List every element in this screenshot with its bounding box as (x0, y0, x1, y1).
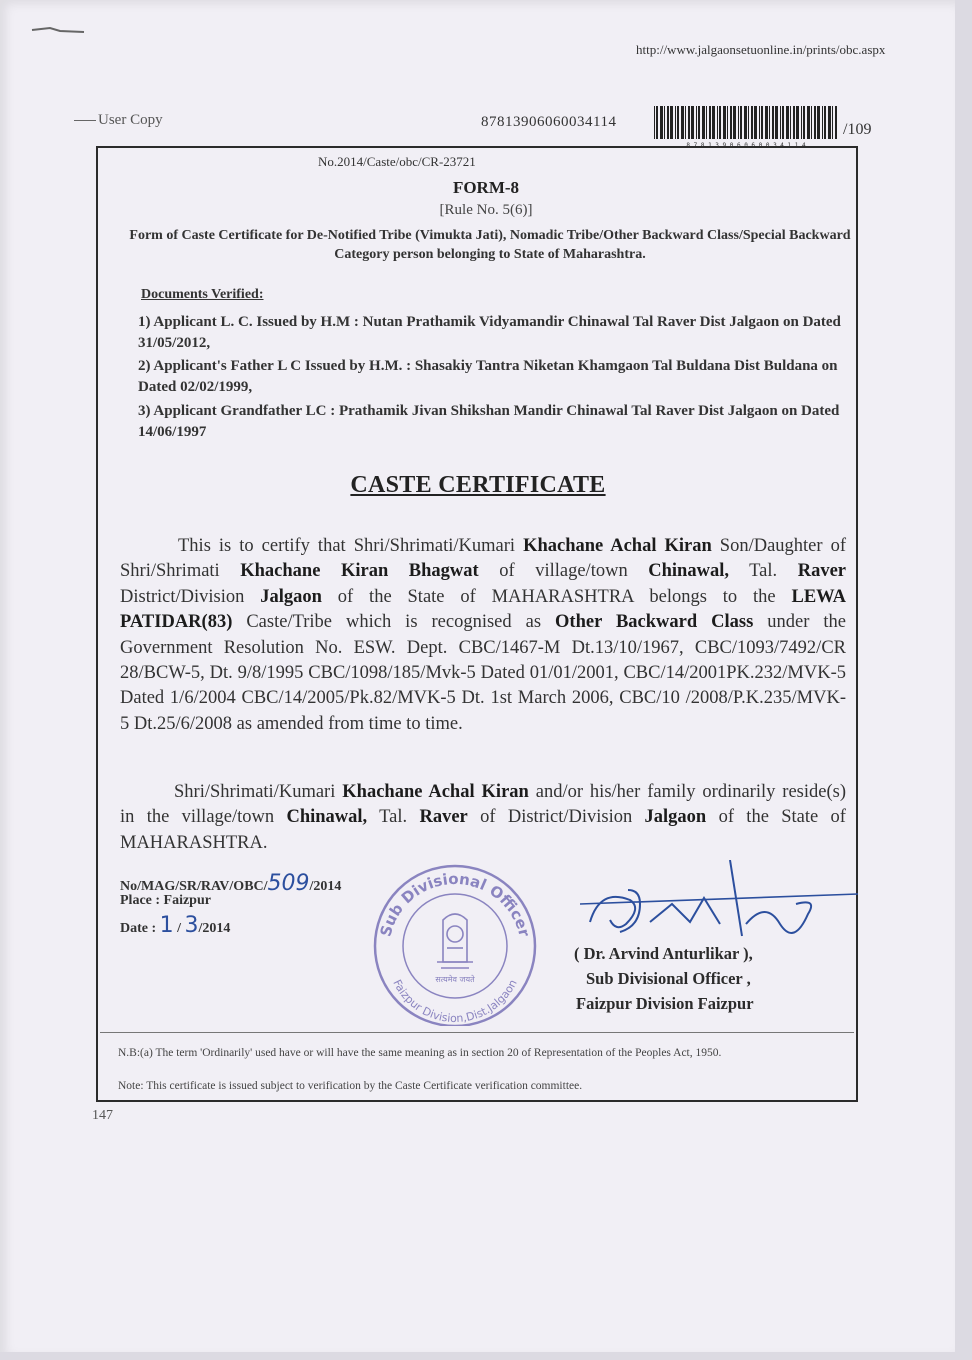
barcode-bar (790, 106, 791, 139)
officer-name: ( Dr. Arvind Anturlikar ), (574, 944, 753, 963)
barcode-bar (740, 106, 742, 139)
barcode-bar (811, 106, 812, 139)
date-line: Date : 1 / 3/2014 (120, 913, 231, 938)
barcode-bar (772, 106, 774, 139)
barcode-bar (796, 106, 799, 139)
documents-heading: Documents Verified: (141, 287, 264, 302)
document-item-2: 2) Applicant's Father L C Issued by H.M. : Shasakiy Tantra Niketan Khamgaon Tal Buldana Dist Buldana on Dated 02/02/1999, (138, 358, 838, 395)
barcode-bar (754, 106, 757, 139)
officer-office: Faizpur Division Faizpur (576, 994, 754, 1013)
barcode-icon (652, 104, 840, 148)
handwritten-month: 3 (184, 913, 199, 938)
outward-reference: No/MAG/SR/RAV/OBC/509/2014 (120, 871, 342, 896)
barcode-bar (817, 106, 820, 139)
barcode-bar (733, 106, 736, 139)
applicant-name: Khachane Achal Kiran (523, 536, 712, 556)
barcode-bar (744, 106, 747, 139)
barcode-bar (786, 106, 789, 139)
place-line: Place : Faizpur (120, 893, 211, 908)
barcode-bar (670, 106, 673, 139)
barcode-bar (717, 106, 718, 139)
barcode-bar (685, 106, 686, 139)
page-number: 147 (92, 1108, 113, 1123)
barcode-bar (775, 106, 778, 139)
barcode-bar (681, 106, 684, 139)
village-name-2: Chinawal, (286, 807, 368, 828)
barcode-bar (822, 106, 823, 139)
user-copy-label (74, 112, 163, 129)
barcode-bar (675, 106, 676, 139)
village-name: Chinawal, (648, 561, 729, 582)
document-item-1: 1) Applicant L. C. Issued by H.M : Nutan Prathamik Vidyamandir Chinawal Tal Raver Dist Jalgaon on Dated 31/05/2012, (138, 314, 841, 351)
barcode-bar (723, 106, 726, 139)
barcode-bar (677, 106, 679, 139)
certificate-paragraph-2: Shri/Shrimati/Kumari Khachane Achal Kiran and/or his/her family ordinarily reside(s) in the village/town Chinawal, Tal. Raver of District/Division Jalgaon of the State of MAHARASHTRA. (120, 782, 846, 853)
barcode-bar (793, 106, 795, 139)
barcode-bar (765, 106, 768, 139)
note-verification: Note: This certificate is issued subject to verification by the Caste Certificate verification committee. (118, 1080, 583, 1092)
applicant-name-2: Khachane Achal Kiran (342, 782, 529, 802)
barcode-bar (719, 106, 721, 139)
category-name: Other Backward Class (555, 612, 754, 633)
document-item-3: 3) Applicant Grandfather LC : Prathamik Jivan Shikshan Mandir Chinawal Tal Raver Dist Jalgaon on Dated 14/06/1997 (138, 403, 840, 440)
serial-number: 87813906060034114 (481, 114, 617, 130)
stamp-bottom-text: Faizpur Division,Dist.Jalgaon (390, 977, 520, 1026)
barcode-bar (656, 106, 658, 139)
barcode-bar (698, 106, 700, 139)
barcode-bar (667, 106, 669, 139)
svg-text:Faizpur Division,Dist.Jalgaon (390, 977, 519, 1025)
barcode-bar (814, 106, 816, 139)
form-description: Form of Caste Certificate for De-Notified Tribe (Vimukta Jati), Nomadic Tribe/Other Backward Class/Special Backward Category person belonging to State of Maharashtra. (129, 228, 851, 262)
print-url: http://www.jalgaonsetuonline.in/prints/obc.aspx (636, 42, 886, 57)
page-suffix: /109 (843, 121, 872, 138)
stamp-motto: सत्यमेव जयते (435, 975, 475, 984)
barcode-bar (730, 106, 732, 139)
certificate-number: No.2014/Caste/obc/CR-23721 (318, 154, 476, 169)
barcode-bar (759, 106, 760, 139)
tick-mark-icon (74, 120, 96, 121)
barcode-bar (709, 106, 711, 139)
taluka-name-2: Raver (419, 807, 468, 828)
note-ordinarily: N.B:(a) The term 'Ordinarily' used have or will have the same meaning as in section 20 of Representation of the Peoples Act, 1950. (118, 1047, 722, 1059)
barcode-bar (702, 106, 705, 139)
district-name: Jalgaon (260, 586, 322, 607)
handwritten-day: 1 (159, 913, 174, 938)
barcode-bar (832, 106, 833, 139)
barcode-bar (654, 106, 655, 139)
barcode-bar (782, 106, 784, 139)
barcode-bar (824, 106, 826, 139)
barcode-bar (769, 106, 770, 139)
page-edge-bottom (0, 1352, 972, 1360)
barcode-bar (761, 106, 763, 139)
barcode-bar (751, 106, 753, 139)
barcode-bar (807, 106, 810, 139)
barcode-bar (688, 106, 690, 139)
barcode-bar (664, 106, 665, 139)
barcode-bar (835, 106, 837, 139)
rule-number: [Rule No. 5(6)] (439, 202, 533, 218)
barcode-bar (727, 106, 728, 139)
official-stamp-icon (367, 858, 543, 1026)
barcode-digits: 8 7 8 1 3 9 0 6 0 6 0 0 3 4 1 1 4 (686, 142, 806, 148)
barcode-bar (660, 106, 663, 139)
barcode-bar (696, 106, 697, 139)
district-name-2: Jalgaon (644, 807, 707, 828)
scan-mark-icon (30, 22, 86, 36)
certificate-paragraph-1: This is to certify that Shri/Shrimati/Kumari Khachane Achal Kiran Son/Daughter of Shri/Shrimati Khachane Kiran Bhagwat of village/town Chinawal, Tal. Raver District/Division Jalgaon of the State of MAHARASHTRA belongs to the LEWA PATIDAR(83) Caste/Tribe which is recognised as Other Backward Class under the Government Resolution No. ESW. Dept. CBC/1467-M Dt.13/10/1967, CBC/1093/7492/CR 28/BCW-5, Dt. 9/8/1995 CBC/1098/185/Mvk-5 Dated 01/01/2001, CBC/14/2001PK.232/MVK-5 Dated 1/6/2004 CBC/14/2005/Pk.82/MVK-5 Dt. 1st March 2006, CBC/10 /2008/P.K.235/MVK-5 Dt.25/6/2008 as amended from time to time. (120, 536, 847, 734)
taluka-name: Raver (797, 561, 846, 582)
handwritten-ref-number: 509 (267, 871, 310, 896)
barcode-bar (828, 106, 831, 139)
barcode-bar (706, 106, 707, 139)
barcode-bar (691, 106, 694, 139)
barcode-bar (803, 106, 805, 139)
form-title: FORM-8 (452, 178, 520, 197)
father-name: Khachane Kiran Bhagwat (240, 561, 479, 582)
caste-certificate-title: CASTE CERTIFICATE (350, 472, 606, 498)
barcode-bar (780, 106, 781, 139)
divider (100, 1032, 854, 1033)
caste-name: LEWA PATIDAR(83) (120, 586, 846, 633)
barcode-bar (738, 106, 739, 139)
officer-title: Sub Divisional Officer , (586, 969, 751, 988)
user-copy-text: User Copy (98, 112, 163, 128)
barcode-bar (712, 106, 715, 139)
barcode-bar (801, 106, 802, 139)
svg-text:Sub Divisional Officer (377, 870, 534, 939)
barcode-bar (748, 106, 749, 139)
stamp-top-text: Sub Divisional Officer (376, 869, 534, 939)
